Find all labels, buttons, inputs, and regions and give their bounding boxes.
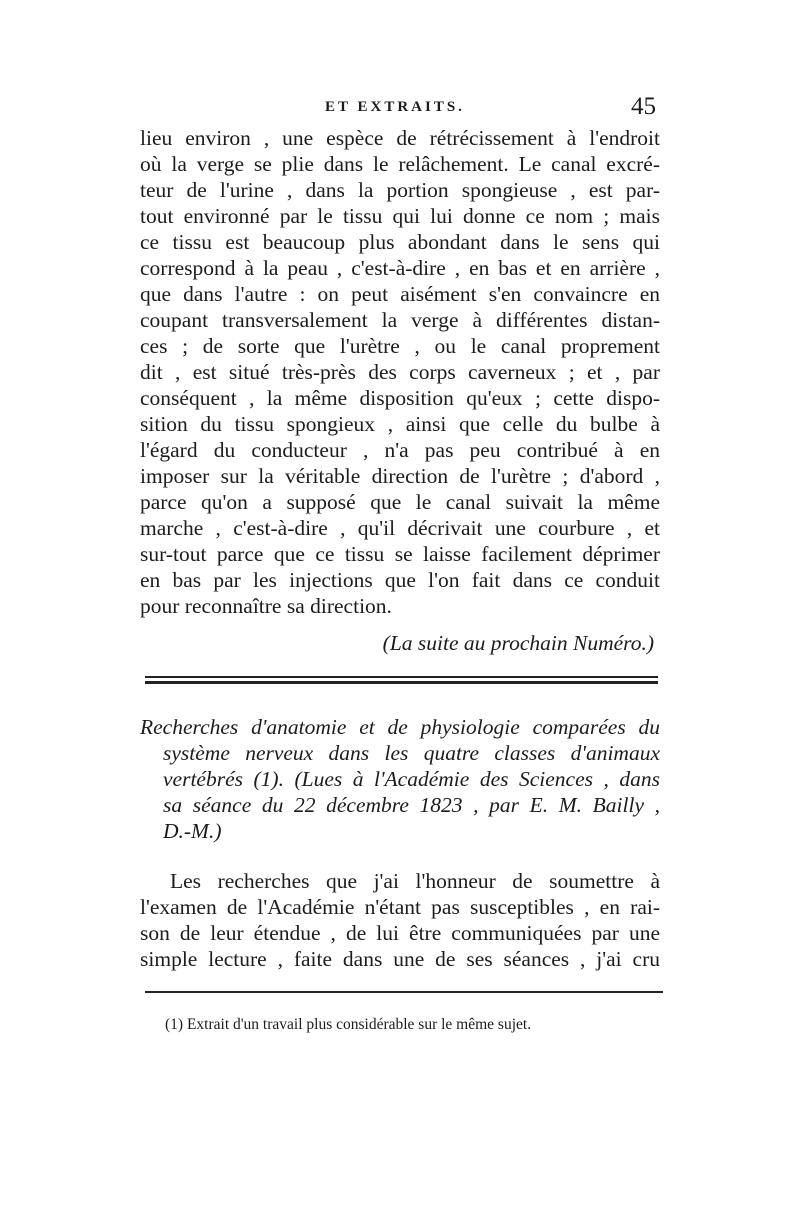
- text-line: l'égard du conducteur , n'a pas peu contribué à en: [140, 438, 660, 462]
- text-line: lieu environ , une espèce de rétrécissement à l'endroit: [140, 126, 660, 150]
- text-line: que dans l'autre : on peut aisément s'en convaincre en: [140, 282, 660, 306]
- text-line: correspond à la peau , c'est-à-dire , en bas et en arrière ,: [140, 256, 660, 280]
- text-line: teur de l'urine , dans la portion spongieuse , est par-: [140, 178, 660, 202]
- text-line: simple lecture , faite dans une de ses séances , j'ai cru: [140, 947, 660, 971]
- text-line: tout environné par le tissu qui lui donne ce nom ; mais: [140, 204, 660, 228]
- title-line: système nerveux dans les quatre classes d'animaux: [163, 741, 660, 765]
- text-line: ces ; de sorte que l'urètre , ou le canal proprement: [140, 334, 660, 358]
- text-line: ce tissu est beaucoup plus abondant dans le sens qui: [140, 230, 660, 254]
- title-line: vertébrés (1). (Lues à l'Académie des Sciences , dans: [163, 767, 660, 791]
- page-header: [140, 93, 660, 123]
- text-line: où la verge se plie dans le relâchement. Le canal excré-: [140, 152, 660, 176]
- text-line: sition du tissu spongieux , ainsi que celle du bulbe à: [140, 412, 660, 436]
- text-line: conséquent , la même disposition qu'eux ; cette dispo-: [140, 386, 660, 410]
- section-divider: [145, 676, 658, 684]
- running-head: ET EXTRAITS.: [325, 99, 465, 115]
- text-line: pour reconnaître sa direction.: [140, 594, 392, 618]
- text-line: imposer sur la véritable direction de l'urètre ; d'abord ,: [140, 464, 660, 488]
- title-line: sa séance du 22 décembre 1823 , par E. M. Bailly ,: [163, 793, 660, 817]
- footnote: (1) Extrait d'un travail plus considérable sur le même sujet.: [165, 1016, 532, 1033]
- text-line: sur-tout parce que ce tissu se laisse facilement déprimer: [140, 542, 660, 566]
- text-line: parce qu'on a supposé que le canal suivait la même: [140, 490, 660, 514]
- title-line: Recherches d'anatomie et de physiologie comparées du: [140, 715, 660, 739]
- text-line: coupant transversalement la verge à différentes distan-: [140, 308, 660, 332]
- footnote-rule: [145, 991, 663, 993]
- page-number: 45: [631, 93, 656, 120]
- continuation-note: (La suite au prochain Numéro.): [382, 631, 654, 655]
- text-line: dit , est situé très-près des corps caverneux ; et , par: [140, 360, 660, 384]
- text-line: marche , c'est-à-dire , qu'il décrivait une courbure , et: [140, 516, 660, 540]
- text-line: l'examen de l'Académie n'étant pas susceptibles , en rai-: [140, 895, 660, 919]
- text-line: Les recherches que j'ai l'honneur de soumettre à: [170, 869, 660, 893]
- text-line: en bas par les injections que l'on fait dans ce conduit: [140, 568, 660, 592]
- title-line: D.-M.): [163, 819, 222, 843]
- text-line: son de leur étendue , de lui être communiquées par une: [140, 921, 660, 945]
